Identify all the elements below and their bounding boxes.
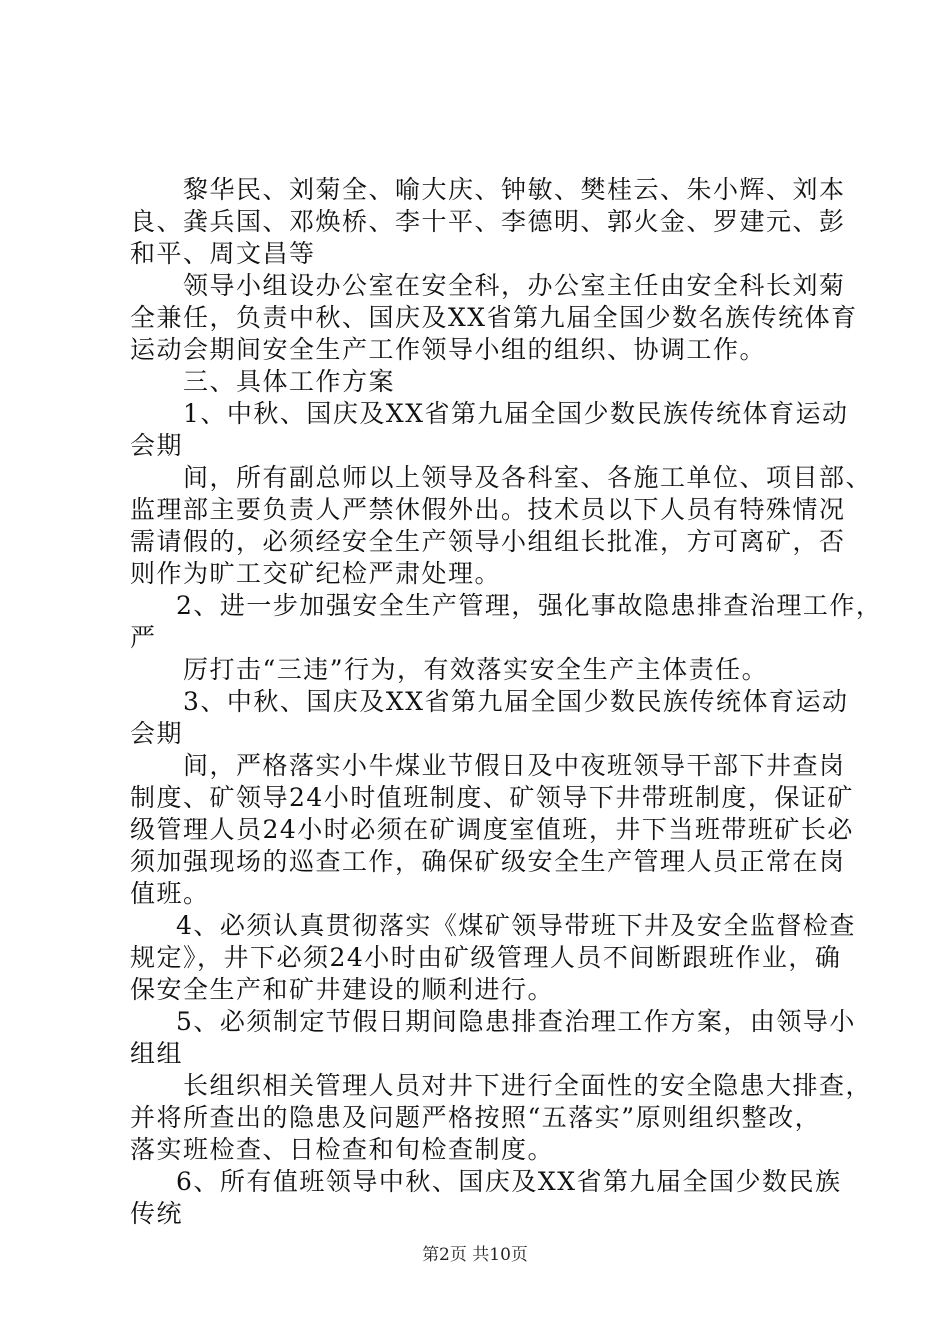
text-line: 须加强现场的巡查工作，确保矿级安全生产管理人员正常在岗 xyxy=(130,847,846,876)
text-line: 级管理人员24小时必须在矿调度室值班，井下当班带班矿长必 xyxy=(130,815,854,844)
text-line: 值班。 xyxy=(130,879,210,908)
text-line: 4、必须认真贯彻落实《煤矿领导带班下井及安全监督检查 xyxy=(176,911,856,940)
section-heading: 三、具体工作方案 xyxy=(183,367,396,396)
text-line: 会期 xyxy=(130,431,184,460)
text-line: 2、进一步加强安全生产管理，强化事故隐患排查治理工作， xyxy=(176,591,883,620)
text-line: 黎华民、刘菊全、喻大庆、钟敏、樊桂云、朱小辉、刘本 xyxy=(183,175,846,204)
text-line: 5、必须制定节假日期间隐患排查治理工作方案，由领导小 xyxy=(176,1007,856,1036)
text-line: 和平、周文昌等 xyxy=(130,239,316,268)
text-line: 运动会期间安全生产工作领导小组的组织、协调工作。 xyxy=(130,335,767,364)
page-footer: 第2页 共10页 xyxy=(422,1245,528,1265)
text-line: 传统 xyxy=(130,1199,184,1228)
text-line: 制度、矿领导24小时值班制度、矿领导下井带班制度，保证矿 xyxy=(130,783,854,812)
text-line: 6、所有值班领导中秋、国庆及XX省第九届全国少数民族 xyxy=(176,1167,842,1196)
text-line: 则作为旷工交矿纪检严肃处理。 xyxy=(130,559,502,588)
text-line: 3、中秋、国庆及XX省第九届全国少数民族传统体育运动 xyxy=(183,687,849,716)
text-line: 需请假的，必须经安全生产领导小组组长批准，方可离矿，否 xyxy=(130,527,846,556)
text-line: 良、龚兵国、邓焕桥、李十平、李德明、郭火金、罗建元、彭 xyxy=(130,207,846,236)
text-line: 厉打击“三违”行为，有效落实安全生产主体责任。 xyxy=(183,655,769,684)
text-line: 会期 xyxy=(130,719,184,748)
text-line: 并将所查出的隐患及问题严格按照“五落实”原则组织整改， xyxy=(130,1103,822,1132)
text-line: 间，所有副总师以上领导及各科室、各施工单位、项目部、 xyxy=(183,463,873,492)
text-line: 1、中秋、国庆及XX省第九届全国少数民族传统体育运动 xyxy=(183,399,849,428)
text-line: 长组织相关管理人员对井下进行全面性的安全隐患大排查， xyxy=(183,1071,873,1100)
text-line: 组组 xyxy=(130,1039,184,1068)
text-line: 保安全生产和矿井建设的顺利进行。 xyxy=(130,975,555,1004)
text-line: 领导小组设办公室在安全科，办公室主任由安全科长刘菊 xyxy=(183,271,846,300)
text-line: 规定》，井下必须24小时由矿级管理人员不间断跟班作业，确 xyxy=(130,943,842,972)
text-line: 监理部主要负责人严禁休假外出。技术员以下人员有特殊情况 xyxy=(130,495,846,524)
text-line: 落实班检查、日检查和旬检查制度。 xyxy=(130,1135,555,1164)
text-line: 严 xyxy=(130,623,157,652)
text-line: 间，严格落实小牛煤业节假日及中夜班领导干部下井查岗 xyxy=(183,751,846,780)
text-line: 全兼任，负责中秋、国庆及XX省第九届全国少数名族传统体育 xyxy=(130,303,858,332)
